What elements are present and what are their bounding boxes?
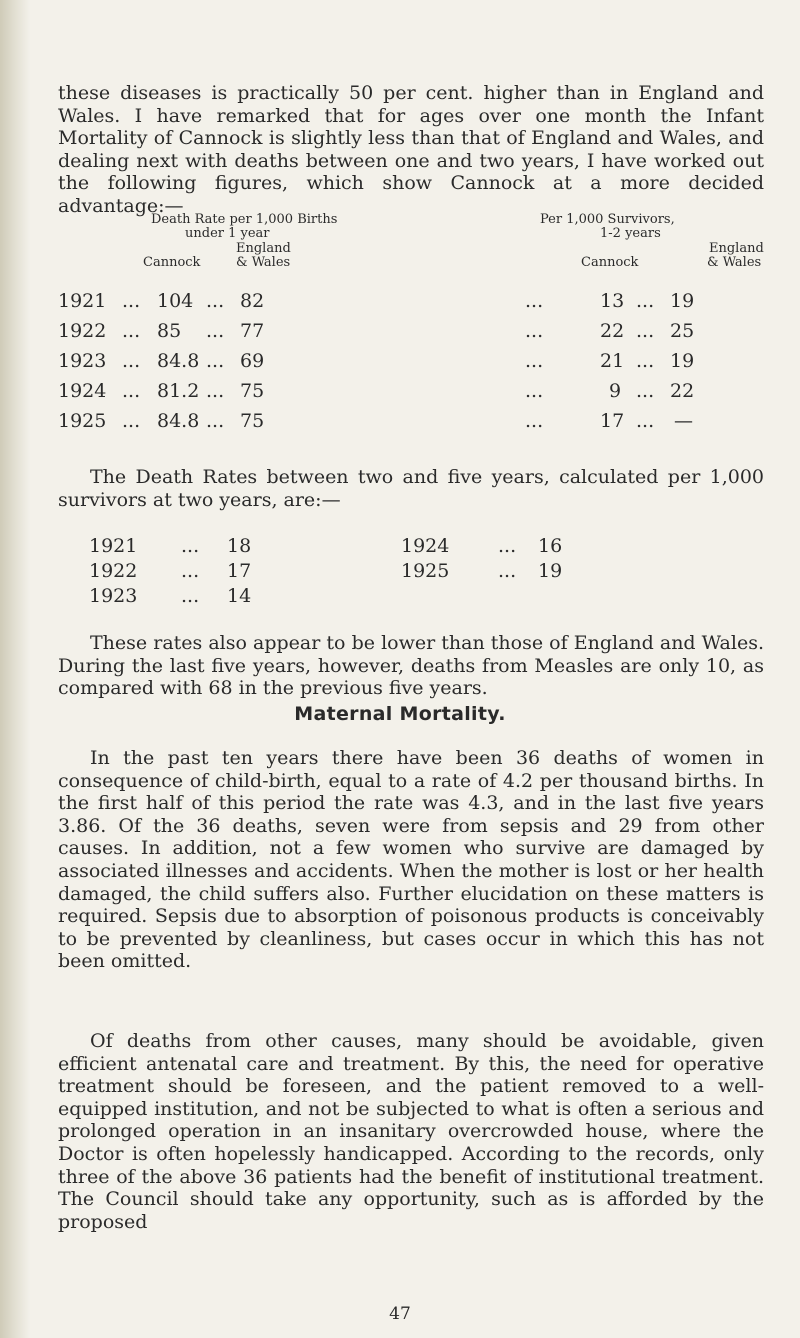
year-cell: 1921 <box>58 290 107 312</box>
cannock-rate-cell: 84.8 <box>157 350 200 372</box>
table-row <box>0 350 800 380</box>
leader: ... <box>206 290 225 312</box>
leader: ... <box>122 380 141 402</box>
year-cell: 1921 <box>89 535 138 557</box>
table-row <box>0 320 800 350</box>
england-rate-cell: 69 <box>240 350 265 372</box>
other-causes-paragraph: Of deaths from other causes, many should be avoidable, given efficient antenatal care and treatment. By this, the need for operative treatment should be foreseen, and the patient removed to a well-equipped institution, and not be subjected to what is often a serious and prolonged operation in an insanitary overcrowded house, where the Doctor is often hopelessly handicapped. According to the records, only three of the above 36 patients had the benefit of institutional treatment. The Council should take any opportunity, such as is afforded by the proposed <box>58 1030 764 1233</box>
col-cannock-right-label: Cannock <box>581 255 639 270</box>
maternal-mortality-paragraph: In the past ten years there have been 36 deaths of women in consequence of child-birth, equal to a rate of 4.2 per thousand births. In the first half of this period the rate was 4.3, and in the last five years 3.86. Of the 36 deaths, seven were from sepsis and 29 from other causes. In addition, not a few women who survive are damaged by associated illnesses and accidents. When the mother is lost or her health damaged, the child suffers also. Further elucidation on these matters is required. Sepsis due to absorption of poisonous products is conceivably to be prevented by cleanliness, but cases occur in which this has not been omitted. <box>58 747 764 973</box>
leader: ... <box>525 350 544 372</box>
leader: ... <box>122 410 141 432</box>
england-survivor-cell: — <box>674 410 693 432</box>
england-survivor-cell: 25 <box>670 320 695 342</box>
year-cell: 1925 <box>58 410 107 432</box>
leader: ... <box>498 560 517 582</box>
leader: ... <box>181 585 200 607</box>
measles-paragraph: These rates also appear to be lower than those of England and Wales. During the last five years, however, deaths from Measles are only 10, as compared with 68 in the previous five years. <box>58 632 764 700</box>
table-row <box>0 290 800 320</box>
leader: ... <box>122 290 141 312</box>
leader: ... <box>181 535 200 557</box>
cannock-rate-cell: 84.8 <box>157 410 200 432</box>
table-header-right-group: Per 1,000 Survivors, <box>540 212 675 227</box>
leader: ... <box>525 320 544 342</box>
col-england-right-label-2: & Wales <box>707 255 762 270</box>
year-cell: 1923 <box>58 350 107 372</box>
england-rate-cell: 77 <box>240 320 265 342</box>
leader: ... <box>525 380 544 402</box>
rate-cell: 19 <box>538 560 563 582</box>
death-rates-paragraph: The Death Rates between two and five years, calculated per 1,000 survivors at two years, are:— <box>58 466 764 511</box>
leader: ... <box>181 560 200 582</box>
leader: ... <box>498 535 517 557</box>
page-binding-shadow <box>0 0 30 1338</box>
cannock-rate-cell: 85 <box>157 320 182 342</box>
cannock-rate-cell: 81.2 <box>157 380 200 402</box>
year-cell: 1922 <box>58 320 107 342</box>
table-header-left-group: Death Rate per 1,000 Births <box>151 212 338 227</box>
cannock-survivor-cell: 22 <box>600 320 625 342</box>
england-rate-cell: 82 <box>240 290 265 312</box>
table-header-right-sub: 1-2 years <box>600 226 661 241</box>
leader: ... <box>206 320 225 342</box>
cannock-survivor-cell: 13 <box>600 290 625 312</box>
rate-cell: 14 <box>227 585 252 607</box>
leader: ... <box>525 410 544 432</box>
year-cell: 1924 <box>401 535 450 557</box>
cannock-survivor-cell: 21 <box>600 350 625 372</box>
england-survivor-cell: 19 <box>670 350 695 372</box>
year-cell: 1925 <box>401 560 450 582</box>
england-rate-cell: 75 <box>240 410 265 432</box>
col-england-label-2: & Wales <box>236 255 291 270</box>
leader: ... <box>525 290 544 312</box>
year-cell: 1922 <box>89 560 138 582</box>
section-heading: Maternal Mortality. <box>294 703 506 725</box>
col-england-label-1: England <box>236 241 291 256</box>
rate-cell: 18 <box>227 535 252 557</box>
rate-cell: 17 <box>227 560 252 582</box>
england-survivor-cell: 22 <box>670 380 695 402</box>
intro-paragraph: these diseases is practically 50 per cent. higher than in England and Wales. I have remarked that for ages over one month the Infant Mortality of Cannock is slightly less than that of England and Wales, and dealing next with deaths between one and two years, I have worked out the following figures, which show Cannock at a more decided advantage:— <box>58 82 764 217</box>
year-cell: 1924 <box>58 380 107 402</box>
col-england-right-label-1: England <box>709 241 764 256</box>
table-row <box>0 410 800 440</box>
leader: ... <box>122 320 141 342</box>
leader: ... <box>206 410 225 432</box>
leader: ... <box>636 350 655 372</box>
cannock-survivor-cell: 17 <box>600 410 625 432</box>
england-rate-cell: 75 <box>240 380 265 402</box>
col-cannock-label: Cannock <box>143 255 201 270</box>
table-row <box>0 585 800 615</box>
rate-cell: 16 <box>538 535 563 557</box>
leader: ... <box>636 380 655 402</box>
leader: ... <box>636 290 655 312</box>
leader: ... <box>206 380 225 402</box>
cannock-rate-cell: 104 <box>157 290 194 312</box>
leader: ... <box>122 350 141 372</box>
page-number: 47 <box>389 1304 411 1324</box>
year-cell: 1923 <box>89 585 138 607</box>
leader: ... <box>206 350 225 372</box>
leader: ... <box>636 410 655 432</box>
leader: ... <box>636 320 655 342</box>
table-row <box>0 380 800 410</box>
cannock-survivor-cell: 9 <box>609 380 622 402</box>
table-header-left-sub: under 1 year <box>185 226 270 241</box>
england-survivor-cell: 19 <box>670 290 695 312</box>
